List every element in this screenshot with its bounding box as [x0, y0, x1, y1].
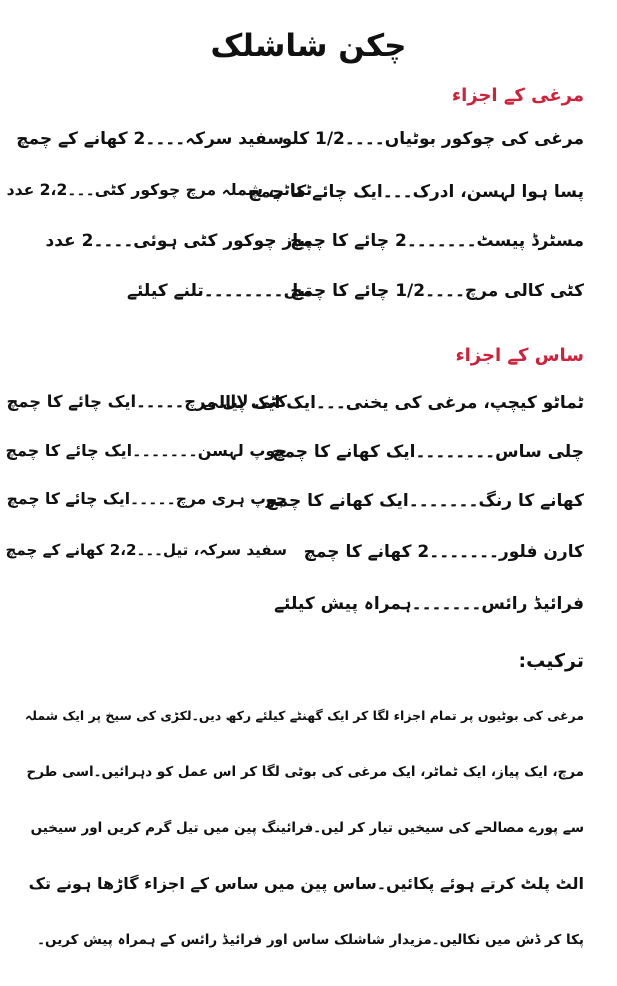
- chicken-ingredient: سفید سرکہ۔۔۔۔2 کھانے کے چمچ: [16, 129, 284, 149]
- method-line: پکا کر ڈش میں نکالیں۔مزیدار شاشلک ساس اور فرائیڈ رائس کے ہمراہ پیش کریں۔: [37, 932, 584, 948]
- sauce-ingredient: فرائیڈ رائس۔۔۔۔۔۔۔ہمراہ پیش کیلئے: [274, 594, 584, 614]
- chicken-ingredient: مرغی کی چوکور بوٹیاں۔۔۔۔1/2 کلو: [281, 129, 584, 149]
- method-line: مرغی کی بوٹیوں پر تمام اجزاء لگا کر ایک گھنٹے کیلئے رکھ دیں۔لکڑی کی سیخ پر ایک شملہ: [24, 708, 584, 723]
- chicken-ingredient: مسٹرڈ پیسٹ۔۔۔۔۔۔۔2 چائے کا چمچ: [290, 231, 584, 251]
- sauce-ingredient: کارن فلور۔۔۔۔۔۔۔2 کھانے کا چمچ: [303, 542, 584, 562]
- chicken-ingredient: ٹماٹر، شملہ مرچ چوکور کٹی۔۔۔2،2 عدد: [6, 181, 312, 199]
- method-line: سے پورے مصالحے کی سیخیں تیار کر لیں۔فرائینگ پین میں تیل گرم کریں اور سیخیں: [30, 820, 584, 836]
- method-line: مرچ، ایک پیاز، ایک ٹماٹر، ایک مرغی کی بوٹی لگا کر اس عمل کو دہرائیں۔اسی طرح: [26, 764, 584, 780]
- sauce-ingredient: چلی ساس۔۔۔۔۔۔۔۔ایک کھانے کا چمچ: [272, 442, 584, 462]
- method-line: الٹ پلٹ کرتے ہوئے پکائیں۔ساس پین میں ساس کے اجزاء گاڑھا ہونے تک: [28, 874, 584, 893]
- sauce-ingredient: کھانے کا رنگ۔۔۔۔۔۔۔ایک کھانے کا چمچ: [265, 491, 584, 511]
- method-heading: ترکیب:: [518, 650, 584, 672]
- chicken-ingredient: تیل۔۔۔۔۔۔۔۔تلنے کیلئے: [127, 281, 312, 301]
- sauce-ingredient: کٹی لال مرچ۔۔۔۔۔ایک چائے کا چمچ: [6, 392, 287, 411]
- chicken-ingredient: پسا ہوا لہسن، ادرک۔۔۔ایک چائے کا چمچ: [248, 182, 584, 202]
- sauce-ingredient: چوپ ہری مرچ۔۔۔۔۔ایک چائے کا چمچ: [6, 490, 287, 508]
- sauce-ingredient: سفید سرکہ، تیل۔۔۔2،2 کھانے کے چمچ: [5, 541, 287, 559]
- chicken-ingredient: کٹی کالی مرچ۔۔۔۔1/2 چائے کا چمچ: [290, 281, 584, 301]
- sauce-ingredient: چوپ لہسن۔۔۔۔۔۔۔ایک چائے کا چمچ: [5, 441, 287, 460]
- chicken-ingredients-heading: مرغی کے اجزاء: [451, 85, 584, 106]
- sauce-ingredient: ٹماٹو کیچپ، مرغی کی یخنی۔۔۔ایک ایک پیالی: [201, 393, 584, 413]
- chicken-ingredient: پیاز چوکور کٹی ہوئی۔۔۔۔2 عدد: [45, 231, 312, 251]
- sauce-ingredients-heading: ساس کے اجزاء: [455, 345, 584, 366]
- page-title: چکن شاشلک: [210, 28, 407, 64]
- method-paragraph: [24, 688, 584, 968]
